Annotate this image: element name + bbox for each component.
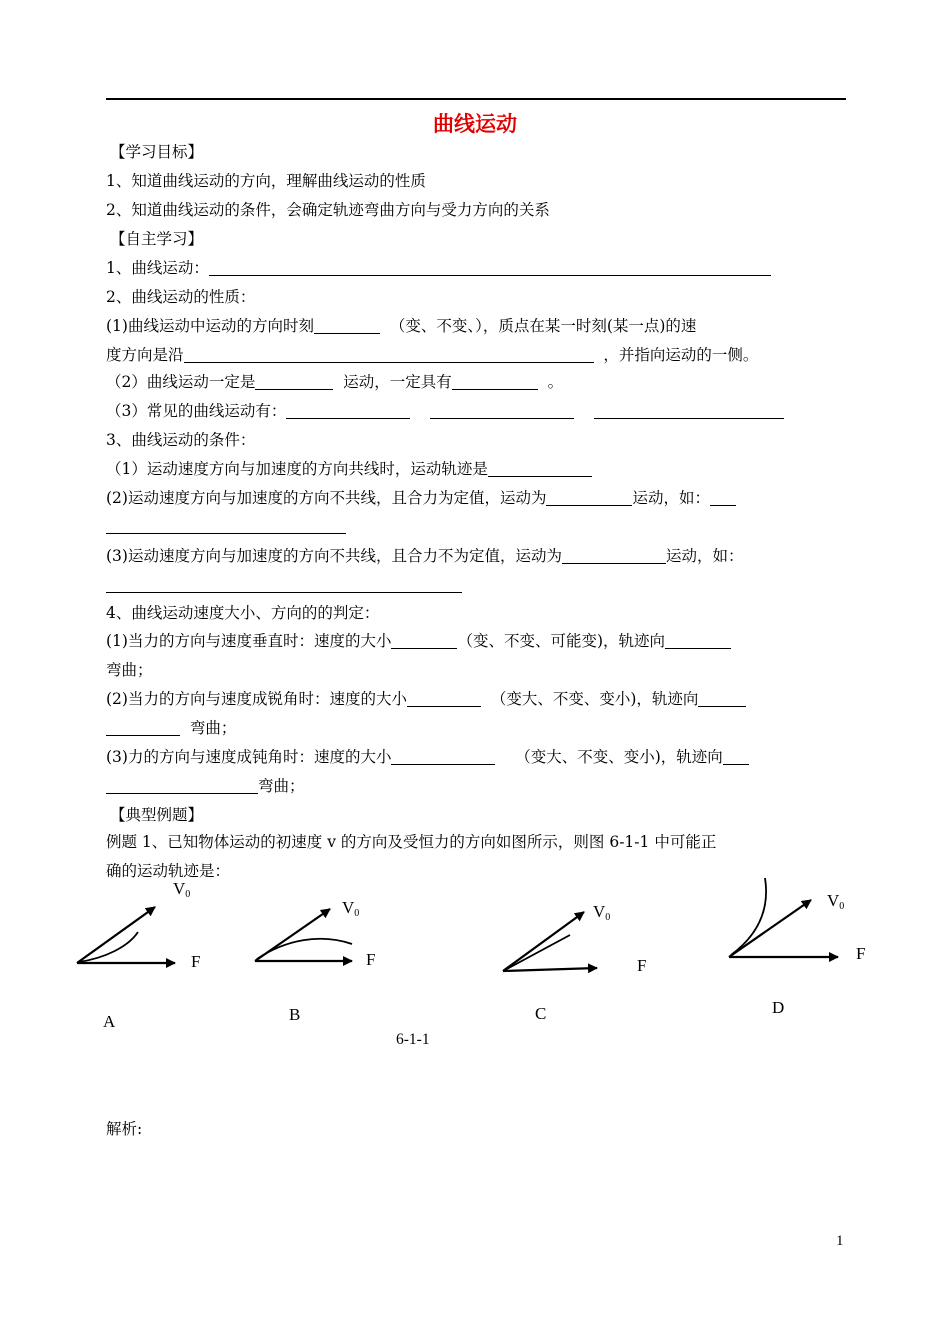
- q4-p2-text-c: 弯曲；: [189, 719, 237, 737]
- q2-label: 2、曲线运动的性质：: [106, 288, 256, 306]
- velocity-arrow-d: [729, 900, 811, 957]
- v0-label-d: V0: [827, 891, 845, 912]
- q3-p2-blank-2[interactable]: [710, 490, 736, 506]
- q3-p2-blank-1[interactable]: [546, 490, 632, 506]
- q2-p2-blank-2[interactable]: [452, 374, 538, 390]
- q4-p2-blank-1[interactable]: [407, 691, 481, 707]
- q2-p3-blank-3[interactable]: [594, 403, 784, 419]
- q2-p3-text-a: （3）常见的曲线运动有：: [106, 402, 287, 420]
- q2-p1-line1: [106, 315, 696, 337]
- q4-p1-line1: [106, 630, 731, 652]
- q3-p1-line: [106, 458, 592, 480]
- option-c-label: C: [535, 1004, 547, 1023]
- q3-p3-text-a: (3)运动速度方向与加速度的方向不共线，且合力不为定值，运动为: [106, 547, 562, 565]
- q3-p1-blank[interactable]: [488, 461, 592, 477]
- q2-p1-text-d: ，并指向运动的一侧。: [603, 346, 759, 364]
- q4-p2-text-a: (2)当力的方向与速度成锐角时：速度的大小: [106, 690, 407, 708]
- page-number: 1: [836, 1233, 844, 1249]
- q2-p3-blank-2[interactable]: [430, 403, 574, 419]
- q4-p3-text-c: 弯曲；: [258, 777, 305, 795]
- q1-blank[interactable]: [209, 260, 771, 276]
- q3-label: 3、曲线运动的条件：: [106, 431, 256, 449]
- q4-p1-text-c: 弯曲；: [106, 661, 153, 679]
- f-label-b: F: [366, 950, 376, 969]
- v0-label-c: V0: [593, 902, 611, 923]
- example1-line1: 例题 1、已知物体运动的初速度 v 的方向及受恒力的方向如图所示，则图 6-1-1 中可能正: [106, 833, 717, 851]
- q4-p2-text-b: （变大、不变、变小)，轨迹向: [490, 690, 699, 708]
- header-rule: [106, 98, 846, 100]
- goal-item-1: 1、知道曲线运动的方向，理解曲线运动的性质: [106, 172, 426, 190]
- q3-p2-text-a: (2)运动速度方向与加速度的方向不共线，且合力为定值，运动为: [106, 489, 547, 507]
- option-b-label: B: [289, 1005, 301, 1024]
- q3-p3-line: [106, 545, 743, 567]
- trajectory-c: [505, 935, 570, 970]
- q2-p1-line2: [106, 344, 758, 366]
- goal-item-2: 2、知道曲线运动的条件，会确定轨迹弯曲方向与受力方向的关系: [106, 201, 550, 219]
- q4-p3-blank-1[interactable]: [391, 749, 495, 765]
- trajectory-a: [79, 932, 138, 962]
- q2-p1-text-b: （变、不变、），质点在某一时刻(某一点)的速: [389, 317, 697, 335]
- page-title: 曲线运动: [433, 112, 517, 136]
- q2-p3-line: [106, 400, 784, 422]
- q2-p1-blank-1[interactable]: [314, 318, 380, 334]
- q4-p2-line2: [106, 717, 236, 739]
- option-b-diagram: [255, 898, 375, 1024]
- q4-p1-blank-2[interactable]: [665, 633, 731, 649]
- velocity-arrow-a: [77, 907, 155, 963]
- q4-p2-line1: [106, 688, 746, 710]
- q2-p2-text-c: 。: [547, 373, 564, 391]
- q3-p2-line: [106, 487, 736, 509]
- f-label-d: F: [856, 944, 866, 963]
- q4-label: 4、曲线运动速度大小、方向的的判定：: [106, 604, 380, 622]
- option-a-label: A: [103, 1012, 116, 1030]
- force-arrow-c: [503, 968, 597, 971]
- section-goals-heading: 【学习目标】: [110, 143, 204, 161]
- section-examples-heading: 【典型例题】: [110, 806, 204, 824]
- q2-p2-text-b: 运动，一定具有: [343, 373, 452, 391]
- q3-p2-blank-3[interactable]: [106, 533, 346, 534]
- q4-p1-blank-1[interactable]: [391, 633, 457, 649]
- figure-6-1-1: [0, 870, 950, 1030]
- q4-p3-blank-2[interactable]: [723, 749, 749, 765]
- q2-p2-blank-1[interactable]: [255, 374, 333, 390]
- q2-p1-text-c: 度方向是沿: [106, 346, 184, 364]
- section-self-study-heading: 【自主学习】: [110, 230, 204, 248]
- q2-p1-blank-2[interactable]: [184, 347, 594, 363]
- q3-p2-text-b: 运动，如：: [632, 489, 710, 507]
- velocity-arrow-c: [503, 912, 584, 971]
- q4-p2-blank-3[interactable]: [106, 720, 180, 736]
- option-c-diagram: [503, 902, 646, 1023]
- v0-label-a: V0: [173, 879, 191, 900]
- q2-p2-line: [106, 371, 563, 393]
- q1-line: [106, 257, 771, 279]
- q3-p1-text-a: （1）运动速度方向与加速度的方向共线时，运动轨迹是: [106, 460, 488, 478]
- q4-p1-text-a: (1)当力的方向与速度垂直时：速度的大小: [106, 632, 392, 650]
- q4-p2-blank-2[interactable]: [698, 691, 746, 707]
- q4-p3-text-a: (3)力的方向与速度成钝角时：速度的大小: [106, 748, 392, 766]
- f-label-a: F: [191, 952, 201, 971]
- analysis-label: 解析:: [106, 1120, 143, 1138]
- f-label-c: F: [637, 956, 647, 975]
- example1-line2: 确的运动轨迹是：: [106, 862, 231, 880]
- q3-p3-blank-2[interactable]: [106, 592, 462, 593]
- q2-p1-text-a: (1)曲线运动中运动的方向时刻: [106, 317, 314, 335]
- option-d-label: D: [772, 998, 785, 1017]
- q4-p3-line1: [106, 746, 749, 768]
- option-a-diagram: [77, 879, 200, 1030]
- q4-p3-blank-3[interactable]: [106, 778, 258, 794]
- option-d-diagram: [729, 878, 865, 1017]
- q4-p3-line2: [106, 775, 305, 797]
- q4-p3-text-b: （变大、不变、变小)，轨迹向: [515, 748, 723, 766]
- q3-p3-text-b: 运动，如：: [665, 547, 744, 565]
- q4-p1-text-b: （变、不变、可能变)，轨迹向: [457, 632, 666, 650]
- figure-caption: 6-1-1: [396, 1031, 430, 1048]
- v0-label-b: V0: [342, 898, 360, 919]
- q3-p3-blank-1[interactable]: [562, 548, 666, 564]
- q1-label: 1、曲线运动：: [106, 259, 209, 277]
- q2-p3-blank-1[interactable]: [286, 403, 410, 419]
- q2-p2-text-a: （2）曲线运动一定是: [106, 373, 256, 391]
